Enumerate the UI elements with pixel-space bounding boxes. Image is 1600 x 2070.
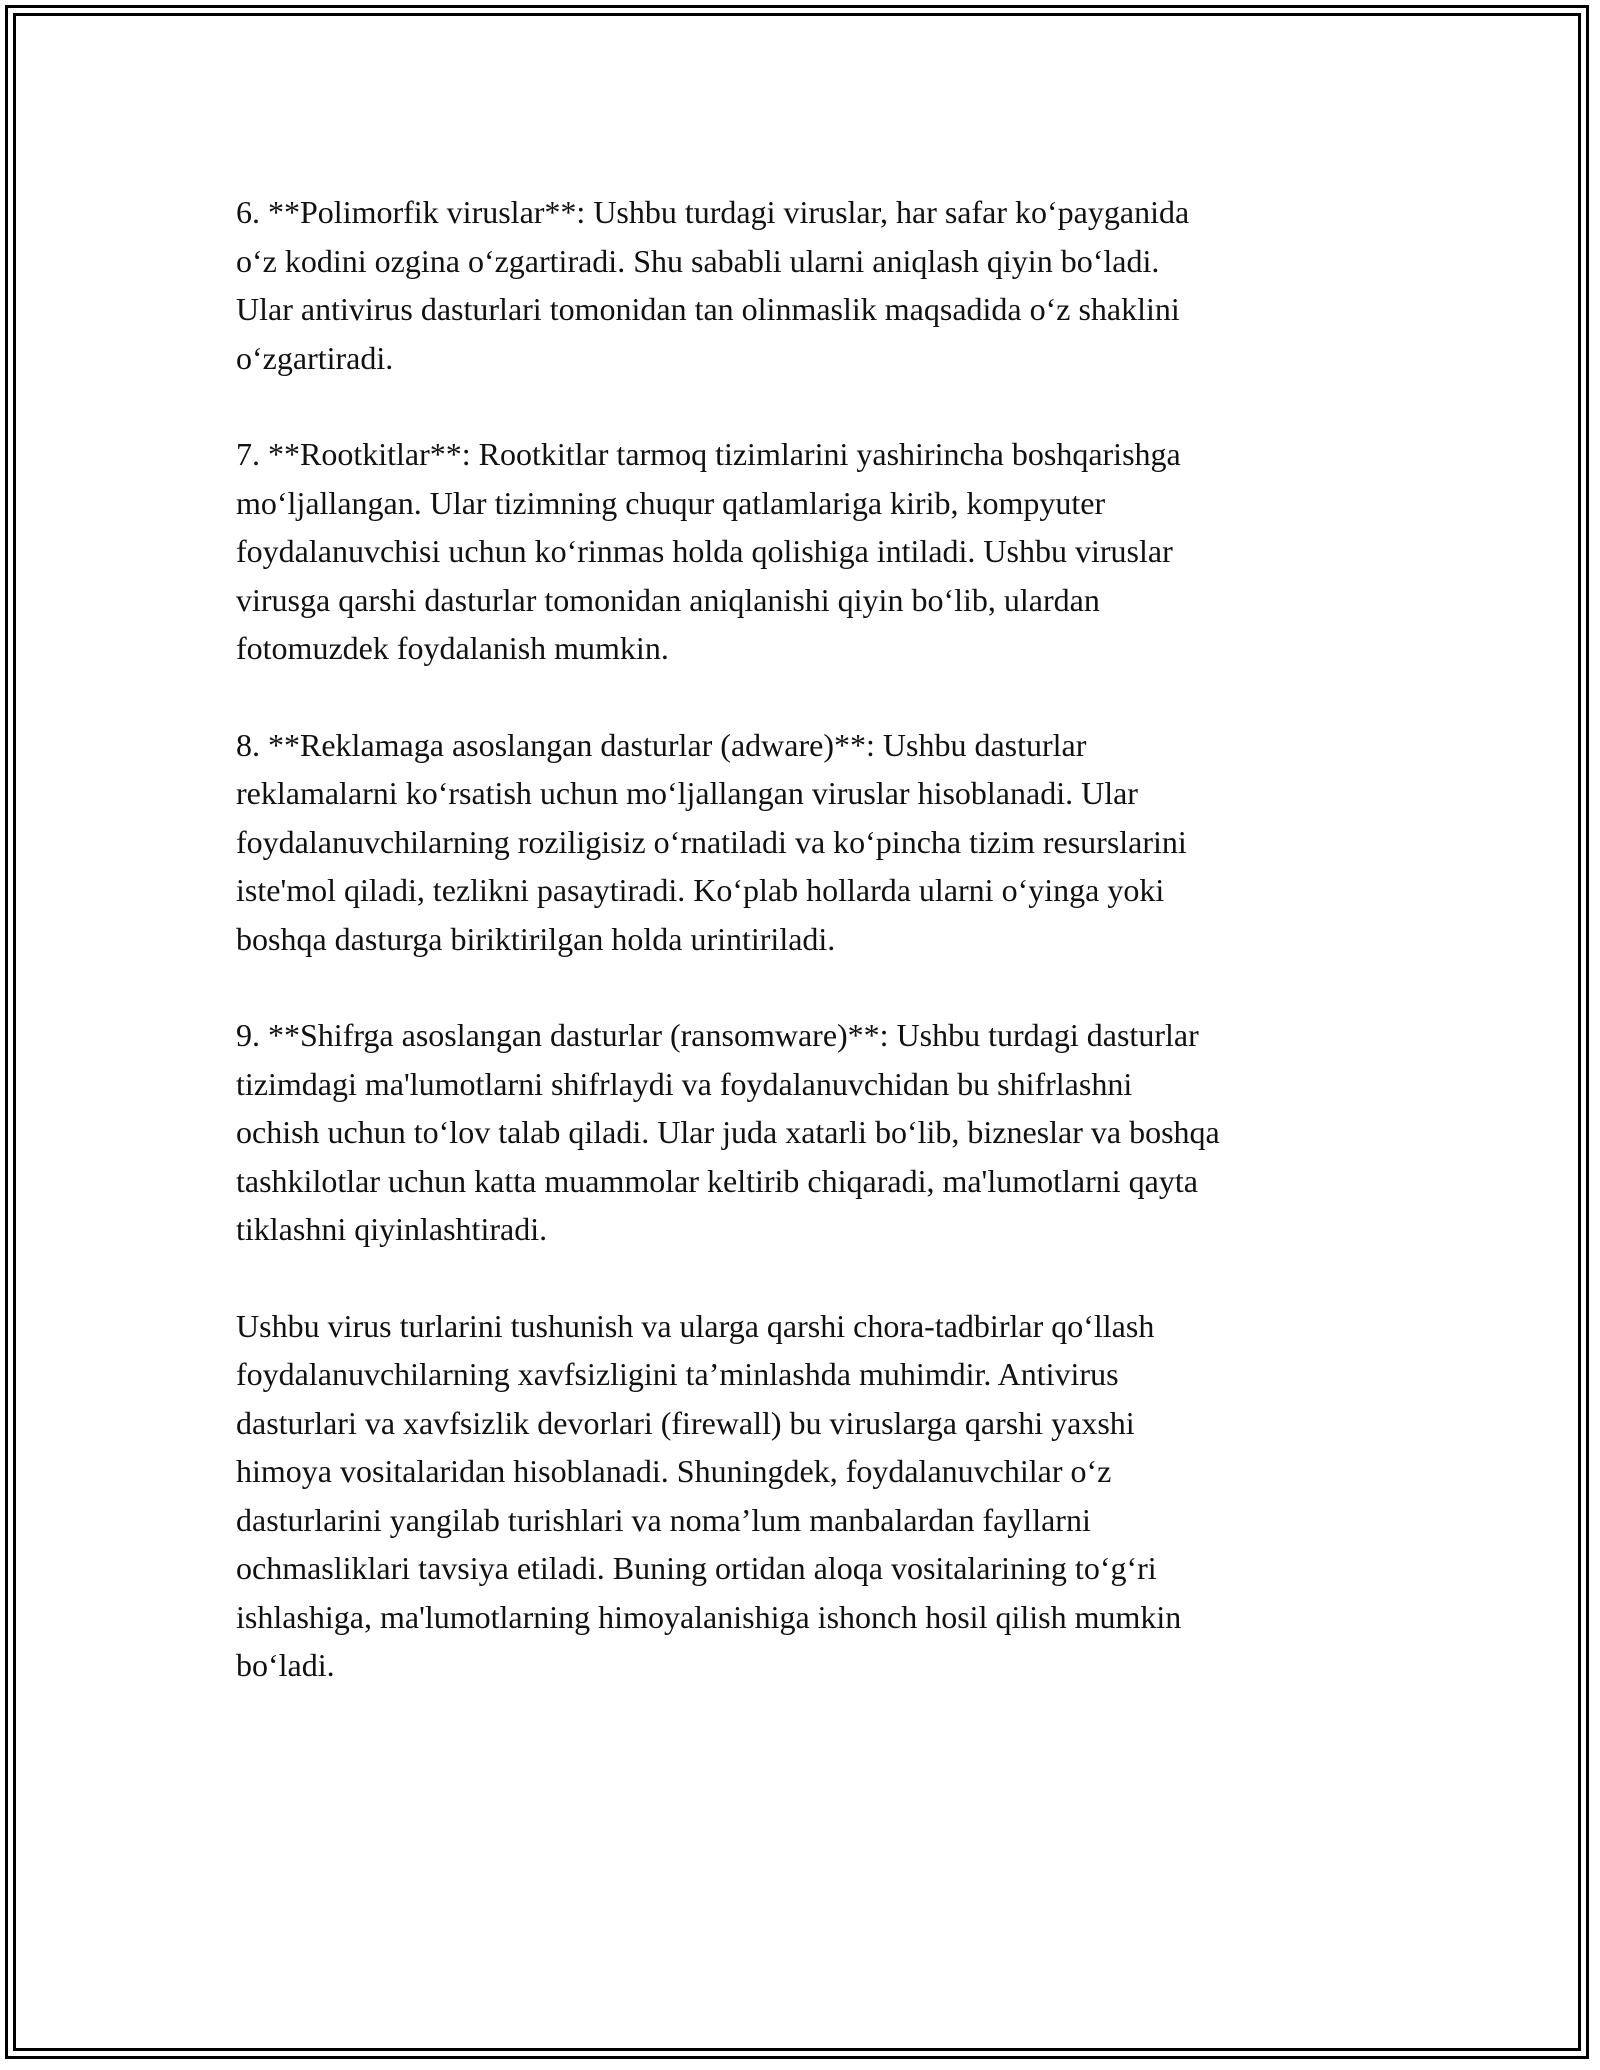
paragraph-conclusion: Ushbu virus turlarini tushunish va ularga qarshi chora-tadbirlar qo‘llash foydalanuvchilarning xavfsizligini ta’minlashda muhimdir. Antivirus dasturlari va xavfsizlik devorlari (firewall) bu viruslarga qarshi yaxshi himoya vositalaridan hisoblanadi. Shuningdek, foydalanuvchilar o‘z dasturlarini yangilab turishlari va noma’lum manbalardan fayllarni ochmasliklari tavsiya etiladi. Buning ortidan aloqa vositalarining to‘g‘ri ishlashiga, ma'lumotlarning himoyalanishiga ishonch hosil qilish mumkin bo‘ladi. bbox=[236, 1307, 1182, 1683]
document-body bbox=[236, 188, 1376, 1690]
paragraph-polimorfik-viruslar: 6. **Polimorfik viruslar**: Ushbu turdagi viruslar, har safar ko‘payganida o‘z kodini ozgina o‘zgartiradi. Shu sababli ularni aniqlash qiyin bo‘ladi. Ular antivirus dasturlari tomonidan tan olinmaslik maqsadida o‘z shaklini o‘zgartiradi. bbox=[236, 194, 1190, 376]
paragraph-adware: 8. **Reklamaga asoslangan dasturlar (adware)**: Ushbu dasturlar reklamalarni ko‘rsatish uchun mo‘ljallangan viruslar hisoblanadi. Ular foydalanuvchilarning roziligisiz o‘rnatiladi va ko‘pincha tizim resurslarini iste'mol qiladi, tezlikni pasaytiradi. Ko‘plab hollarda ularni o‘yinga yoki boshqa dasturga biriktirilgan holda urintiriladi. bbox=[236, 726, 1187, 957]
paragraph-ransomware: 9. **Shifrga asoslangan dasturlar (ransomware)**: Ushbu turdagi dasturlar tizimdagi ma'lumotlarni shifrlaydi va foydalanuvchidan bu shifrlashni ochish uchun to‘lov talab qiladi. Ular juda xatarli bo‘lib, bizneslar va boshqa tashkilotlar uchun katta muammolar keltirib chiqaradi, ma'lumotlarni qayta tiklashni qiyinlashtiradi. bbox=[236, 1017, 1220, 1247]
paragraph-rootkitlar: 7. **Rootkitlar**: Rootkitlar tarmoq tizimlarini yashirincha boshqarishga mo‘ljallangan. Ular tizimning chuqur qatlamlariga kirib, kompyuter foydalanuvchisi uchun ko‘rinmas holda qolishiga intiladi. Ushbu viruslar virusga qarshi dasturlar tomonidan aniqlanishi qiyin bo‘lib, ulardan fotomuzdek foydalanish mumkin. bbox=[236, 436, 1181, 666]
